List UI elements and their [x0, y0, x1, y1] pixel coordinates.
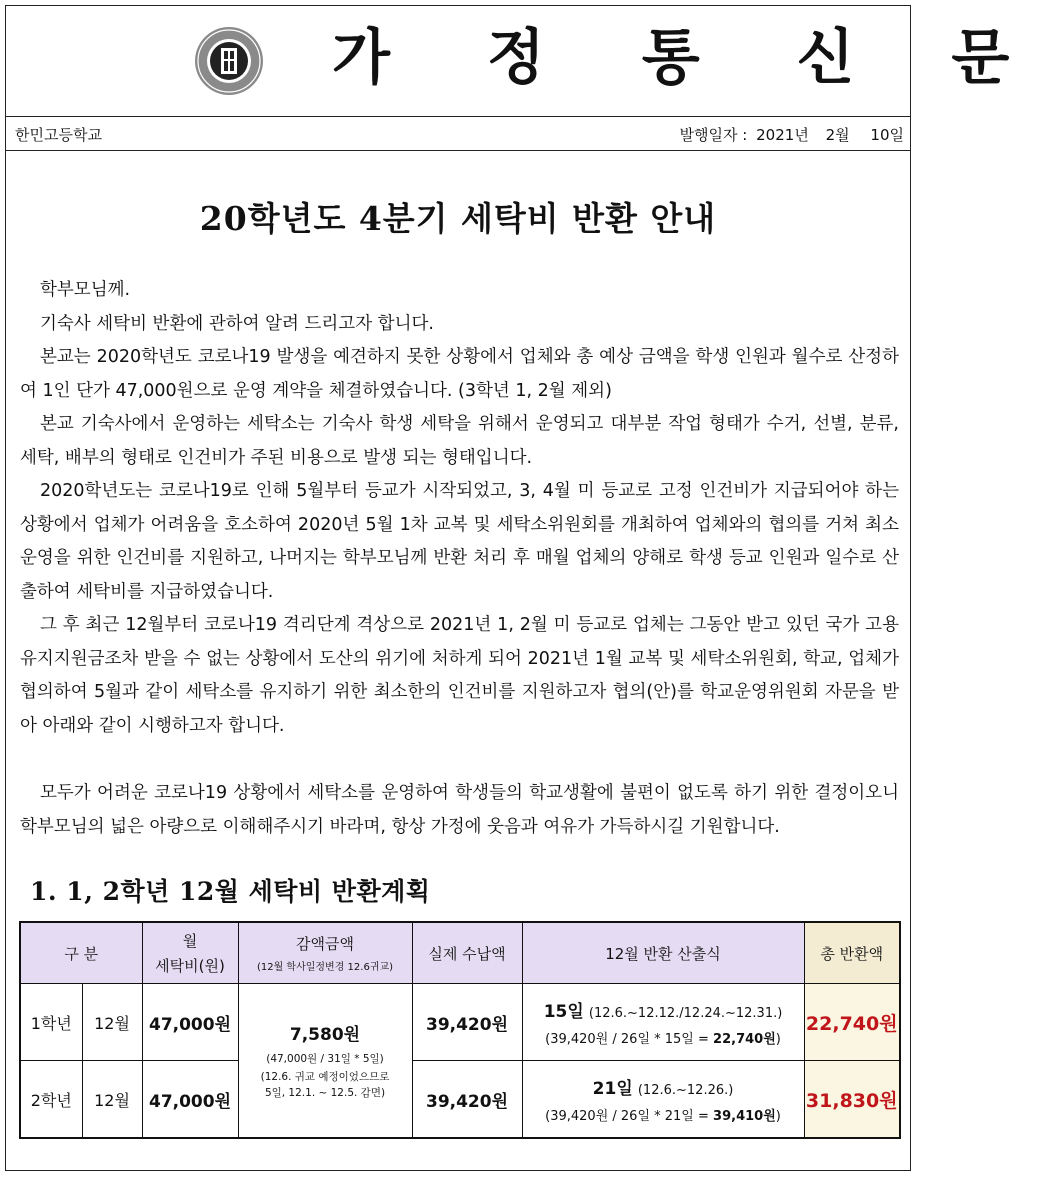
header-monthly-fee-top: 월 [182, 932, 198, 950]
formula-calc-result: 39,410원 [713, 1109, 776, 1124]
header-formula: 12월 반환 산출식 [522, 922, 804, 984]
paragraph: 2020학년도는 코로나19로 인해 5월부터 등교가 시작되었고, 3, 4월 미 등교로 고정 인건비가 지급되어야 하는 상황에서 업체가 어려움을 호소하여 2020년 5월 1차 교복 및 세탁소위원회를 개최하여 업체와의 협의를 거쳐 최소 운영을 위한 인건비를 지원하고, 나머지는 학부모님께 반환 처리 후 매월 업체의 양해로 학생 등교 인원과 일수로 산출하여 세탁비를 지급하였습니다. [20, 481, 899, 602]
paragraph: 본교는 2020학년도 코로나19 발생을 예견하지 못한 상황에서 업체와 총 예상 금액을 학생 인원과 월수로 산정하여 1인 단가 47,000원으로 운영 계약을 체결하였습니다. (3학년 1, 2월 제외) [20, 347, 899, 401]
header-discount [238, 922, 412, 984]
header-total: 총 반환액 [804, 922, 900, 984]
formula-days: 15일 [543, 1002, 584, 1022]
issue-year: 2021년 [756, 126, 809, 144]
formula-calc-suffix: ) [775, 1109, 781, 1124]
newsletter-title: 가 정 통 신 문 [332, 23, 1047, 93]
info-bar [6, 116, 910, 151]
issue-label: 발행일자 : [679, 126, 748, 144]
grade-cell: 1학년 [20, 984, 82, 1061]
fee-cell: 47,000원 [142, 1061, 238, 1139]
discount-cell [238, 984, 412, 1139]
formula-range: (12.6.~12.26.) [637, 1083, 734, 1098]
header-monthly-fee-bottom: 세탁비(원) [155, 957, 225, 975]
discount-amount: 7,580원 [289, 1025, 361, 1045]
issue-month: 2월 [825, 126, 850, 144]
headline: 20학년도 4분기 세탁비 반환 안내 [199, 199, 717, 238]
formula-cell [522, 1061, 804, 1139]
paragraph: 기숙사 세탁비 반환에 관하여 알려 드리고자 합니다. [40, 313, 434, 334]
fee-cell: 47,000원 [142, 984, 238, 1061]
discount-note-2: 5일, 12.1. ~ 12.5. 감면) [264, 1087, 386, 1099]
actual-cell: 39,420원 [412, 1061, 522, 1139]
header-discount-label: 감액금액 [296, 935, 354, 953]
header-discount-sub: (12월 학사일정변경 12.6귀교) [256, 962, 394, 973]
discount-formula: (47,000원 / 31일 * 5일) [266, 1053, 384, 1065]
actual-cell: 39,420원 [412, 984, 522, 1061]
total-cell: 22,740원 [804, 984, 900, 1061]
table-row [20, 984, 900, 1061]
letter-body [20, 274, 899, 844]
formula-calc-suffix: ) [775, 1032, 781, 1047]
section-title: 1. 1, 2학년 12월 세탁비 반환계획 [30, 877, 431, 906]
masthead [6, 6, 1047, 117]
formula-calc [523, 1028, 804, 1047]
paragraph: 학부모님께. [40, 280, 131, 300]
formula-range: (12.6.~12.12./12.24.~12.31.) [588, 1006, 783, 1021]
formula-days: 21일 [592, 1079, 633, 1099]
header-monthly-fee [142, 922, 238, 984]
school-name: 한민고등학교 [15, 126, 102, 144]
formula-calc-result: 22,740원 [713, 1032, 776, 1047]
grade-cell: 2학년 [20, 1061, 82, 1139]
school-emblem-icon [194, 26, 264, 96]
paragraph: 그 후 최근 12월부터 코로나19 격리단계 격상으로 2021년 1, 2월 미 등교로 업체는 그동안 받고 있던 국가 고용유지지원금조차 받을 수 없는 상황에서 도산의 위기에 처하게 되어 2021년 1월 교복 및 세탁소위원회, 학교, 업체가 협의하여 5월과 같이 세탁소를 유지하기 위한 최소한의 인건비를 지원하고자 협의(안)를 학교운영위원회 자문을 받아 아래와 같이 시행하고자 합니다. [20, 615, 899, 736]
header-category: 구 분 [20, 922, 142, 984]
header-actual: 실제 수납액 [412, 922, 522, 984]
refund-plan-table [19, 921, 901, 1139]
formula-calc-prefix: (39,420원 / 26일 * 15일 = [545, 1032, 709, 1047]
total-cell: 31,830원 [804, 1061, 900, 1139]
newsletter-frame [5, 5, 1047, 1171]
discount-note-1: (12.6. 귀교 예정이었으므로 [260, 1071, 390, 1083]
month-cell: 12월 [82, 1061, 142, 1139]
formula-calc-prefix: (39,420원 / 26일 * 21일 = [545, 1109, 709, 1124]
formula-calc [523, 1105, 804, 1124]
issue-day: 10일 [870, 126, 904, 144]
month-cell: 12월 [82, 984, 142, 1061]
paragraph: 본교 기숙사에서 운영하는 세탁소는 기숙사 학생 세탁을 위해서 운영되고 대부분 작업 형태가 수거, 선별, 분류, 세탁, 배부의 형태로 인건비가 주된 비용으로 발생 되는 형태입니다. [20, 414, 899, 468]
formula-cell [522, 984, 804, 1061]
table-header-row [20, 922, 900, 984]
paragraph: 모두가 어려운 코로나19 상황에서 세탁소를 운영하여 학생들의 학교생활에 불편이 없도록 하기 위한 결정이오니 학부모님의 넓은 아량으로 이해해주시기 바라며, 항상 가정에 웃음과 여유가 가득하시길 기원합니다. [20, 783, 899, 837]
table-row [20, 1061, 900, 1139]
issue-date [676, 124, 904, 145]
